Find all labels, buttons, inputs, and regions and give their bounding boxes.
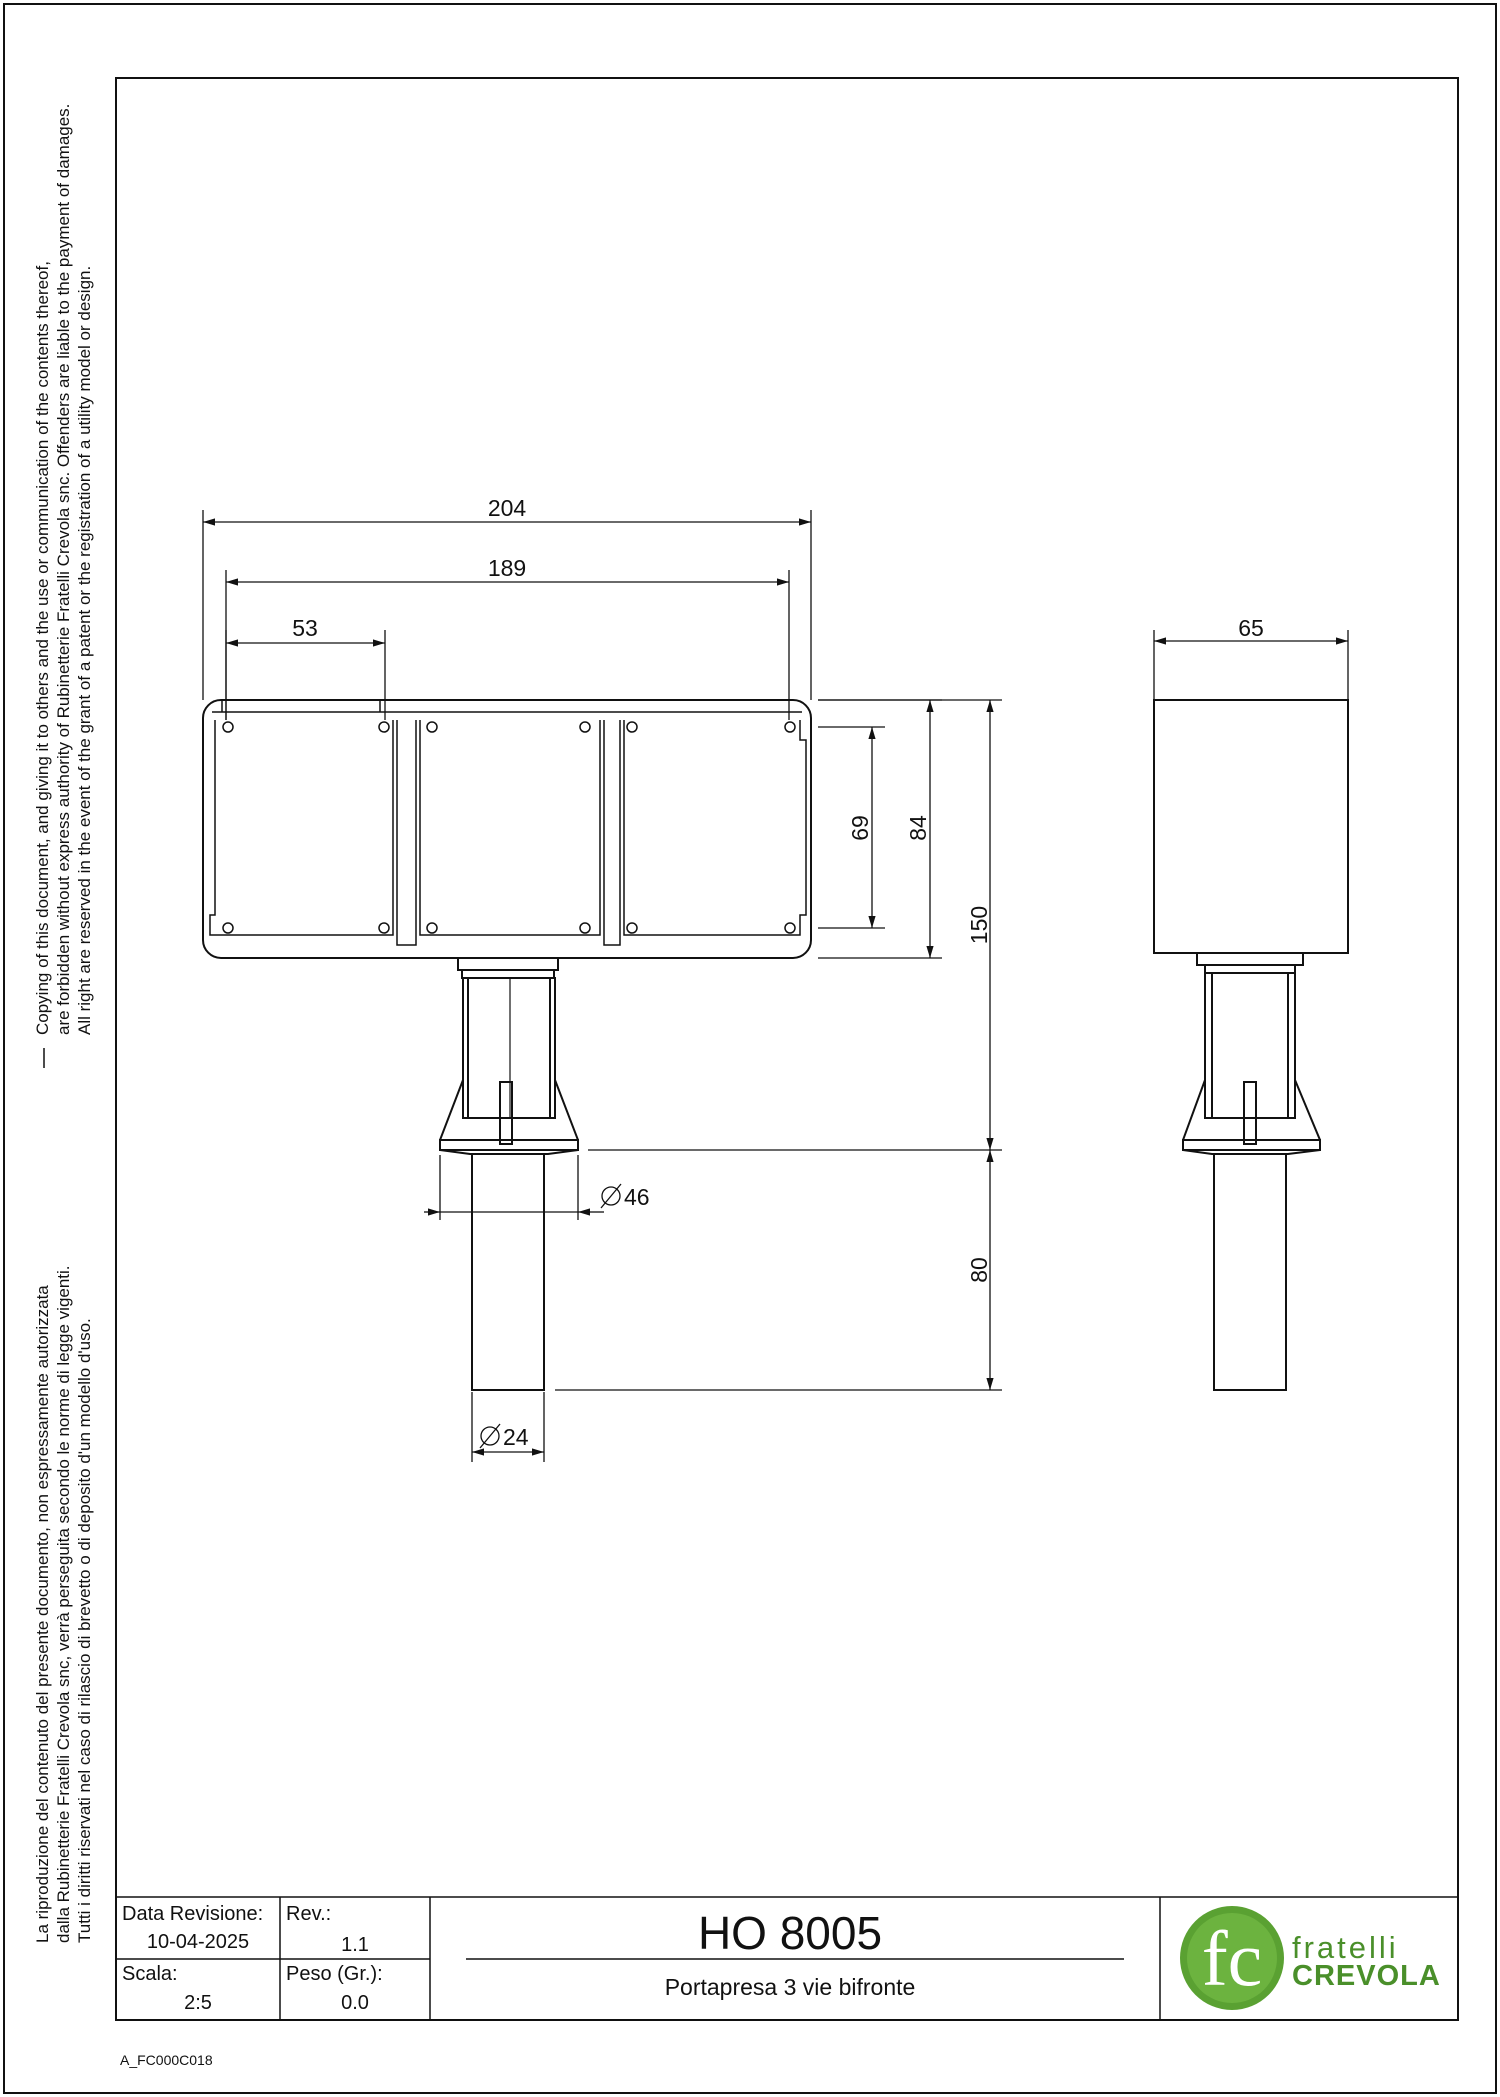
dim-depth: 65 — [1238, 615, 1264, 641]
logo-text-line2: CREVOLA — [1292, 1960, 1441, 1992]
dim-pipe-length: 80 — [966, 1257, 992, 1283]
dimension-labels — [292, 495, 1264, 1450]
copyright-note-english — [32, 104, 95, 1035]
scale-value: 2:5 — [184, 1992, 212, 2014]
dim-height-to-flange: 150 — [966, 905, 992, 945]
screw-holes — [223, 722, 795, 933]
rev-value: 1.1 — [341, 1934, 369, 1956]
dim-outer-height: 84 — [905, 815, 931, 841]
front-view — [203, 700, 811, 1390]
dim-flange-diameter: 46 — [624, 1184, 650, 1210]
copyright-note-line: Tutti i diritti riservati nel caso di rilascio di brevetto o di deposito d'un modello d'uso. — [75, 1318, 94, 1943]
copyright-note-line: are forbidden without express authority of Rubinetterie Fratelli Crevola snc. Offenders are liable to the payment of damages. — [54, 103, 73, 1035]
revision-date-value: 10-04-2025 — [146, 1931, 250, 1953]
side-box-outline — [1154, 700, 1348, 953]
drawing-code: A_FC000C018 — [120, 2052, 213, 2068]
scale-label: Scala: — [122, 1963, 178, 1985]
dim-inner-width: 189 — [487, 555, 527, 581]
drawing-frame — [116, 78, 1458, 2020]
dim-pipe-diameter: 24 — [503, 1424, 529, 1450]
socket-box-recess — [210, 720, 806, 945]
front-pipe — [472, 1154, 544, 1390]
logo-text-line1: fratelli — [1292, 1930, 1399, 1965]
front-column — [463, 978, 555, 1118]
product-description: Portapresa 3 vie bifronte — [664, 1974, 916, 2000]
rev-label: Rev.: — [286, 1903, 332, 1925]
logo-initials: fc — [1201, 1915, 1263, 2002]
dimension-lines — [203, 510, 1348, 1462]
dim-module-width: 53 — [292, 615, 318, 641]
dim-inner-height: 69 — [847, 815, 873, 841]
side-pipe — [1214, 1154, 1286, 1390]
product-code: HO 8005 — [697, 1907, 883, 1959]
copyright-note-line: Copying of this document, and giving it to others and the use or communication of the contents thereof, — [33, 261, 52, 1035]
weight-value: 0.0 — [341, 1992, 369, 2014]
dim-total-width: 204 — [487, 495, 527, 521]
copyright-note-line: La riproduzione del contenuto del presente documento, non espressamente autorizzata — [33, 1285, 52, 1943]
copyright-note-italian — [32, 1265, 95, 1943]
socket-box-outline — [203, 700, 811, 958]
copyright-note-line: All right are reserved in the event of the grant of a patent or the registration of a utility model or design. — [75, 265, 94, 1035]
logo-mark — [1180, 1906, 1284, 2010]
revision-date-label: Data Revisione: — [122, 1903, 264, 1925]
sheet-outer-border — [4, 4, 1496, 2093]
copyright-note-line: dalla Rubinetterie Fratelli Crevola snc, verrà perseguita secondo le norme di legge vigenti. — [54, 1265, 73, 1943]
weight-label: Peso (Gr.): — [286, 1963, 383, 1985]
side-view — [1154, 700, 1348, 1390]
